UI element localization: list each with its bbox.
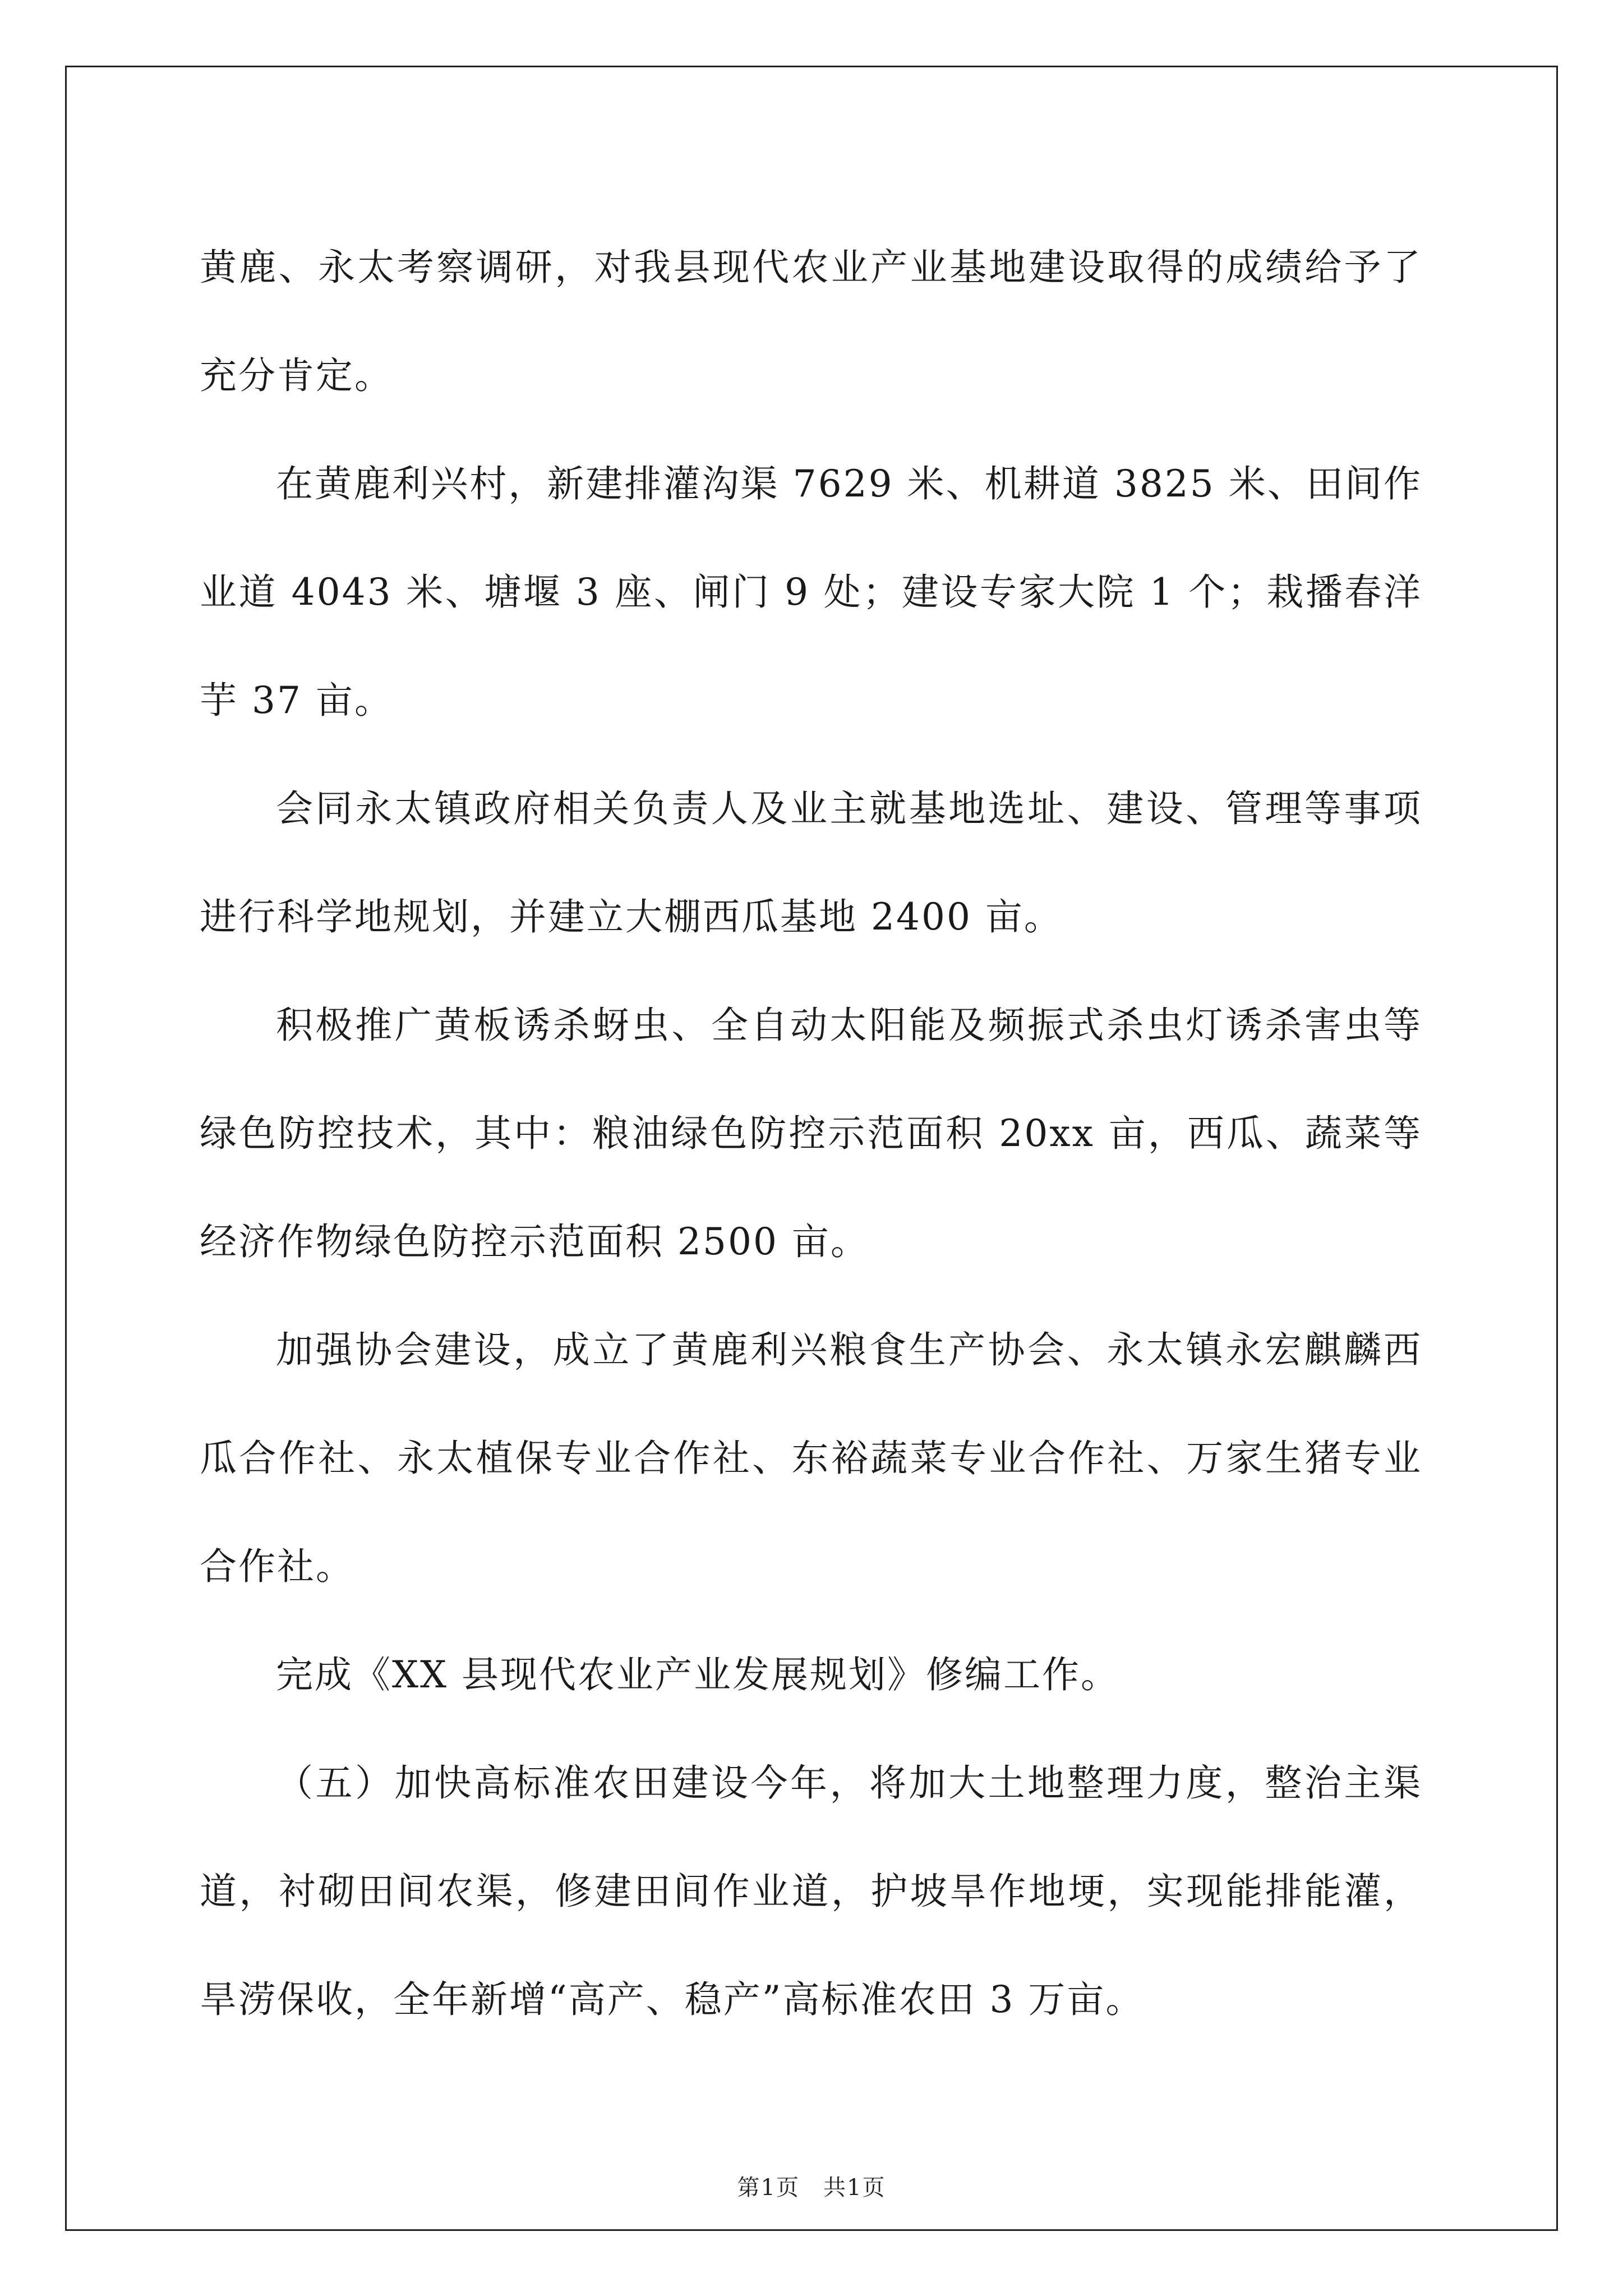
- document-body: [200, 213, 1422, 2054]
- paragraph: 积极推广黄板诱杀蚜虫、全自动太阳能及频振式杀虫灯诱杀害虫等绿色防控技术，其中：粮油绿色防控示范面积 20xx 亩，西瓜、蔬菜等经济作物绿色防控示范面积 2500 亩。: [200, 1004, 1422, 1263]
- paragraph: 完成《XX 县现代农业产业发展规划》修编工作。: [276, 1653, 1119, 1696]
- paragraph: 黄鹿、永太考察调研，对我县现代农业产业基地建设取得的成绩给予了充分肯定。: [200, 246, 1422, 397]
- paragraph: （五）加快高标准农田建设今年，将加大土地整理力度，整治主渠道，衬砌田间农渠，修建田间作业道，护坡旱作地埂，实现能排能灌，旱涝保收，全年新增“高产、稳产”高标准农田 3 万亩。: [200, 1761, 1422, 2021]
- page-number-footer: 第1页 共1页: [737, 2175, 886, 2201]
- paragraph: 会同永太镇政府相关负责人及业主就基地选址、建设、管理等事项进行科学地规划，并建立大棚西瓜基地 2400 亩。: [200, 787, 1422, 938]
- paragraph: 加强协会建设，成立了黄鹿利兴粮食生产协会、永太镇永宏麒麟西瓜合作社、永太植保专业合作社、东裕蔬菜专业合作社、万家生猪专业合作社。: [200, 1328, 1422, 1588]
- paragraph: 在黄鹿利兴村，新建排灌沟渠 7629 米、机耕道 3825 米、田间作业道 4043 米、塘堰 3 座、闸门 9 处；建设专家大院 1 个；栽播春洋芋 37 亩。: [200, 462, 1422, 722]
